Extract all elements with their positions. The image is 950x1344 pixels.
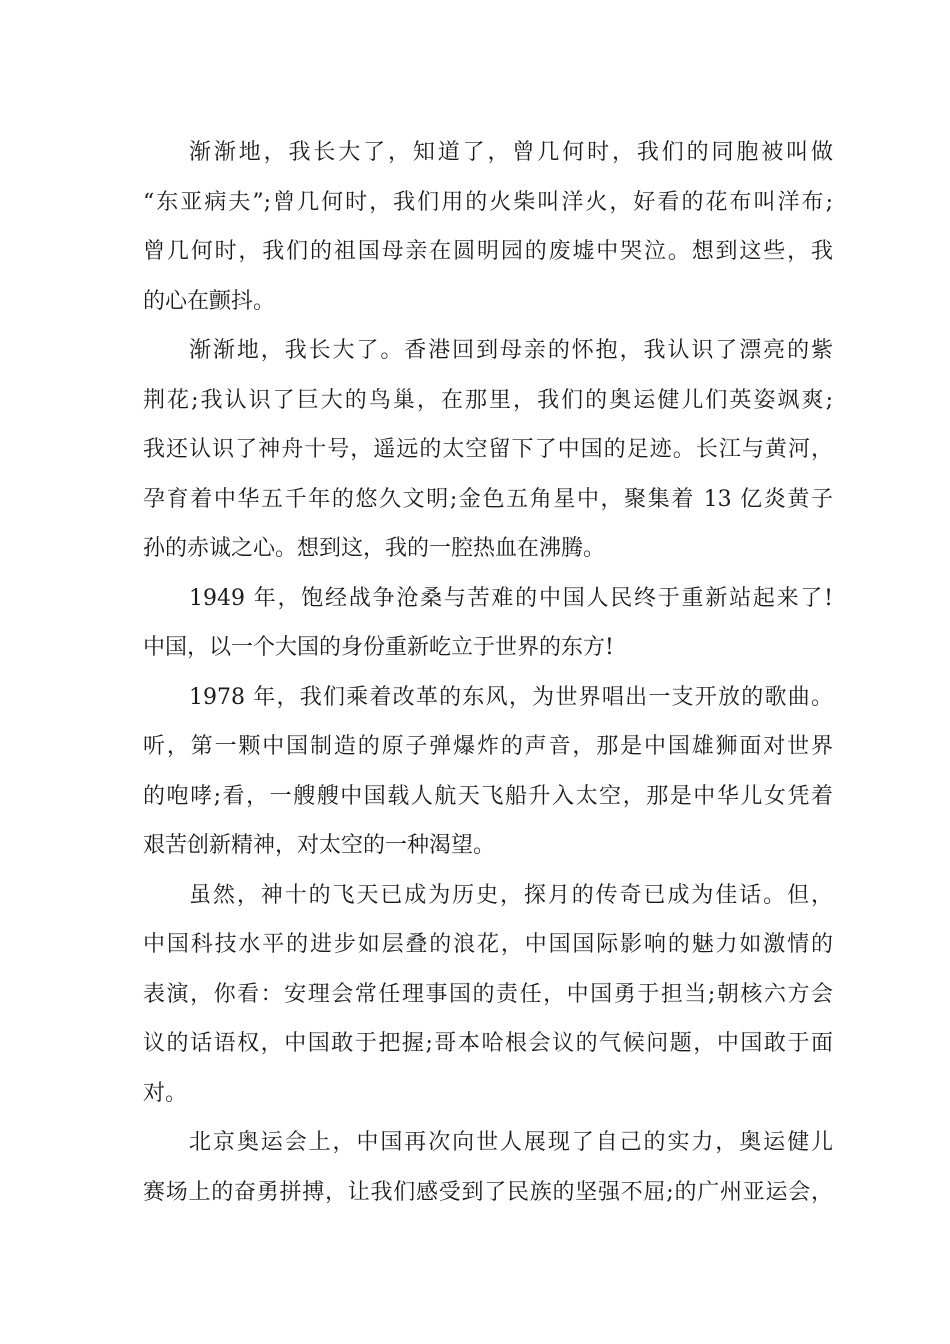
- paragraph: [143, 326, 833, 574]
- text-line: 中国，以一个大国的身份重新屹立于世界的东方!: [143, 635, 614, 660]
- text-line: 荆花;我认识了巨大的鸟巢，在那里，我们的奥运健儿们英姿飒爽;: [143, 387, 833, 413]
- text-line: 渐渐地，我长大了，知道了，曾几何时，我们的同胞被叫做: [189, 140, 833, 165]
- text-line: 孙的赤诚之心。想到这，我的一腔热血在沸腾。: [143, 536, 606, 561]
- paragraph: [143, 128, 833, 326]
- text-line: 对。: [143, 1080, 188, 1106]
- text-line: 表演，你看：安理会常任理事国的责任，中国勇于担当;朝核六方会: [143, 981, 833, 1007]
- paragraph: [143, 673, 833, 871]
- text-line: 的心在颤抖。: [143, 288, 276, 314]
- text-line: 听，第一颗中国制造的原子弹爆炸的声音，那是中国雄狮面对世界: [143, 734, 833, 759]
- text-line: 虽然，神十的飞天已成为历史，探月的传奇已成为佳话。但，: [189, 882, 833, 908]
- paragraph: [143, 871, 833, 1119]
- text-line: 赛场上的奋勇拼搏，让我们感受到了民族的坚强不屈;的广州亚运会，: [143, 1179, 833, 1205]
- text-line: 北京奥运会上，中国再次向世人展现了自己的实力，奥运健儿: [189, 1130, 833, 1155]
- text-line: 渐渐地，我长大了。香港回到母亲的怀抱，我认识了漂亮的紫: [189, 338, 833, 363]
- text-line: 议的话语权，中国敢于把握;哥本哈根会议的气候问题，中国敢于面: [143, 1031, 833, 1056]
- text-line: 1949 年，饱经战争沧桑与苦难的中国人民终于重新站起来了!: [189, 585, 833, 611]
- paragraph: [143, 574, 833, 673]
- text-line: 1978 年，我们乘着改革的东风，为世界唱出一支开放的歌曲。: [189, 684, 833, 710]
- document-body: [143, 128, 833, 1217]
- text-line: “东亚病夫”;曾几何时，我们用的火柴叫洋火，好看的花布叫洋布;: [143, 189, 833, 215]
- text-line: 孕育着中华五千年的悠久文明;金色五角星中，聚集着 13 亿炎黄子: [143, 486, 833, 512]
- text-line: 我还认识了神舟十号，遥远的太空留下了中国的足迹。长江与黄河，: [143, 437, 833, 462]
- text-line: 中国科技水平的进步如层叠的浪花，中国国际影响的魅力如激情的: [143, 932, 833, 957]
- paragraph: [143, 1118, 833, 1217]
- text-line: 的咆哮;看，一艘艘中国载人航天飞船升入太空，那是中华儿女凭着: [143, 783, 833, 809]
- text-line: 曾几何时，我们的祖国母亲在圆明园的废墟中哭泣。想到这些，我: [143, 239, 833, 264]
- text-line: 艰苦创新精神，对太空的一种渴望。: [143, 833, 496, 858]
